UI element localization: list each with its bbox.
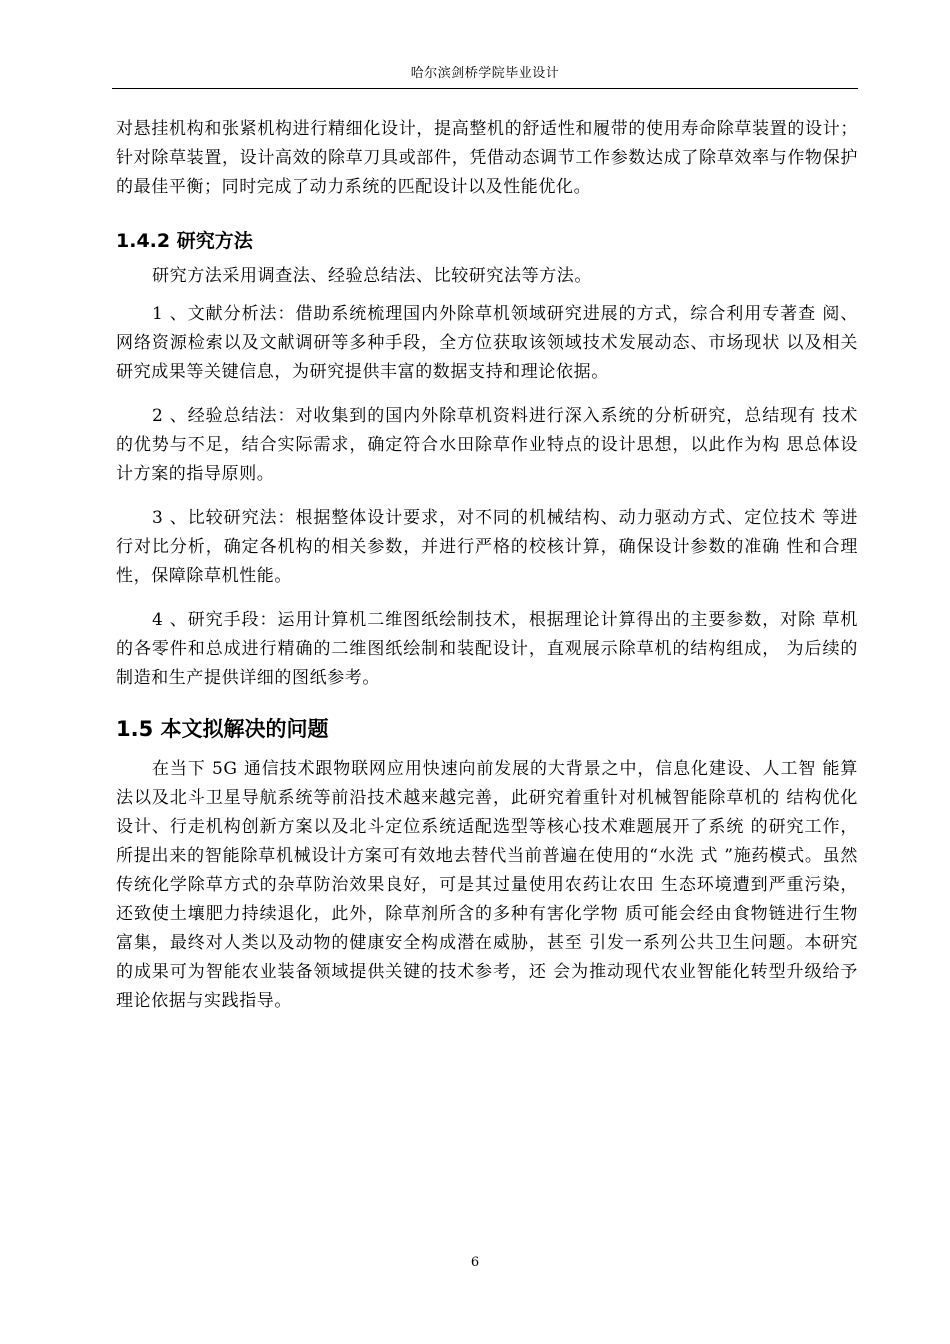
section-heading-1-4-2: 1.4.2 研究方法 xyxy=(116,230,253,252)
section-heading-1-5: 1.5 本文拟解决的问题 xyxy=(116,717,329,741)
method-item-comparison: 3 、比较研究法：根据整体设计要求，对不同的机械结构、动力驱动方式、定位技术 等进行对比分析，确定各机构的相关参数，并进行严格的校核计算，确保设计参数的准确 性和合理性，保障除草机性能。 xyxy=(116,508,858,586)
page-header: 哈尔滨剑桥学院毕业设计 xyxy=(410,66,560,81)
research-methods-lead: 研究方法采用调查法、经验总结法、比较研究法等方法。 xyxy=(152,266,592,286)
header-rule xyxy=(112,88,858,89)
method-item-literature: 1 、文献分析法：借助系统梳理国内外除草机领域研究进展的方式，综合利用专著查 阅、网络资源检索以及文献调研等多种手段，全方位获取该领域技术发展动态、市场现状 以及相关研究成果等关键信息，为研究提供丰富的数据支持和理论依据。 xyxy=(116,304,858,382)
method-item-means: 4 、研究手段：运用计算机二维图纸绘制技术，根据理论计算得出的主要参数，对除 草机的各零件和总成进行精确的二维图纸绘制和装配设计，直观展示除草机的结构组成， 为后续的制造和生产提供详细的图纸参考。 xyxy=(116,610,858,688)
intro-paragraph: 对悬挂机构和张紧机构进行精细化设计，提高整机的舒适性和履带的使用寿命除草装置的设计；针对除草装置，设计高效的除草刀具或部件，凭借动态调节工作参数达成了除草效率与作物保护的最佳平衡；同时完成了动力系统的匹配设计以及性能优化。 xyxy=(116,119,858,197)
problem-paragraph: 在当下 5G 通信技术跟物联网应用快速向前发展的大背景之中，信息化建设、人工智 能算法以及北斗卫星导航系统等前沿技术越来越完善，此研究着重针对机械智能除草机的 结构优化设计、行走机构创新方案以及北斗定位系统适配选型等核心技术难题展开了系统 的研究工作，所提出来的智能除草机械设计方案可有效地去替代当前普遍在使用的“水洗 式 ”施药模式。虽然传统化学除草方式的杂草防治效果良好，可是其过量使用农药让农田 生态环境遭到严重污染，还致使土壤肥力持续退化，此外，除草剂所含的多种有害化学物 质可能会经由食物链进行生物富集，最终对人类以及动物的健康安全构成潜在威胁，甚至 引发一系列公共卫生问题。本研究的成果可为智能农业装备领域提供关键的技术参考，还 会为推动现代农业智能化转型升级给予理论依据与实践指导。 xyxy=(116,759,858,1011)
method-item-experience: 2 、经验总结法：对收集到的国内外除草机资料进行深入系统的分析研究，总结现有 技术的优势与不足，结合实际需求，确定符合水田除草作业特点的设计思想，以此作为构 思总体设计方案的指导原则。 xyxy=(116,406,858,484)
page-number: 6 xyxy=(470,1255,480,1270)
